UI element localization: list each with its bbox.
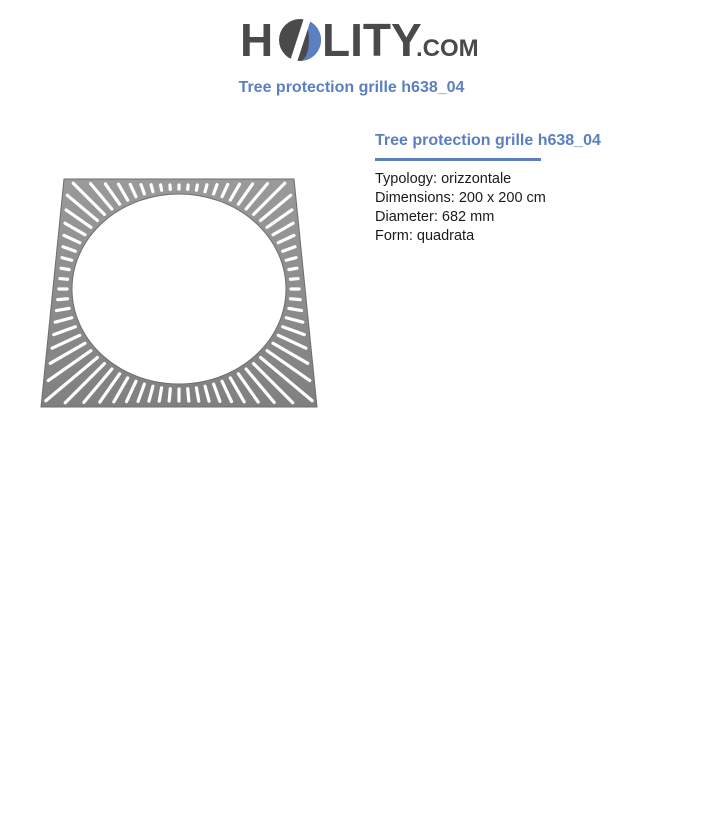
grille-slot (151, 185, 153, 192)
spec-value: quadrata (416, 228, 475, 244)
grille-slot (161, 185, 162, 190)
grille-slot (205, 185, 207, 192)
grille-slot (289, 308, 302, 310)
grille-slot (61, 268, 69, 269)
spec-form (375, 227, 695, 246)
spec-label: Form: (375, 228, 413, 244)
grille-slot (196, 185, 197, 190)
spec-label: Typology: (375, 171, 438, 187)
grille-slot (289, 268, 297, 269)
spec-typology (375, 170, 695, 189)
grille-slot (58, 299, 68, 300)
page-title: Tree protection grille h638_04 (238, 79, 465, 96)
spec-diameter (375, 208, 695, 227)
spec-dimensions (375, 189, 695, 208)
spec-value: 682 mm (441, 209, 495, 225)
grille-slot (60, 279, 68, 280)
spec-value: 200 x 200 cm (458, 190, 546, 206)
title-underline (375, 158, 541, 161)
logo-letter-h: H (240, 14, 274, 66)
spec-value: orizzontale (441, 171, 512, 187)
spec-label: Diameter: (375, 209, 438, 225)
tree-grille-image (38, 176, 320, 410)
holity-logo-mark (240, 8, 480, 70)
logo-domain: .COM (416, 35, 479, 62)
grille-slot (169, 389, 170, 401)
grille-center-opening (72, 194, 286, 384)
logo-o-icon (279, 14, 321, 66)
grille-slot (290, 299, 300, 300)
grille-slot (290, 279, 298, 280)
grille-slot (57, 308, 70, 310)
spec-label: Dimensions: (375, 190, 455, 206)
grille-slot (188, 389, 189, 401)
product-image (38, 176, 320, 410)
product-title: Tree protection grille h638_04 (375, 132, 601, 149)
logo-letters-lity: LITY (322, 14, 422, 66)
holity-logo[interactable] (240, 8, 480, 70)
product-details (375, 130, 695, 246)
